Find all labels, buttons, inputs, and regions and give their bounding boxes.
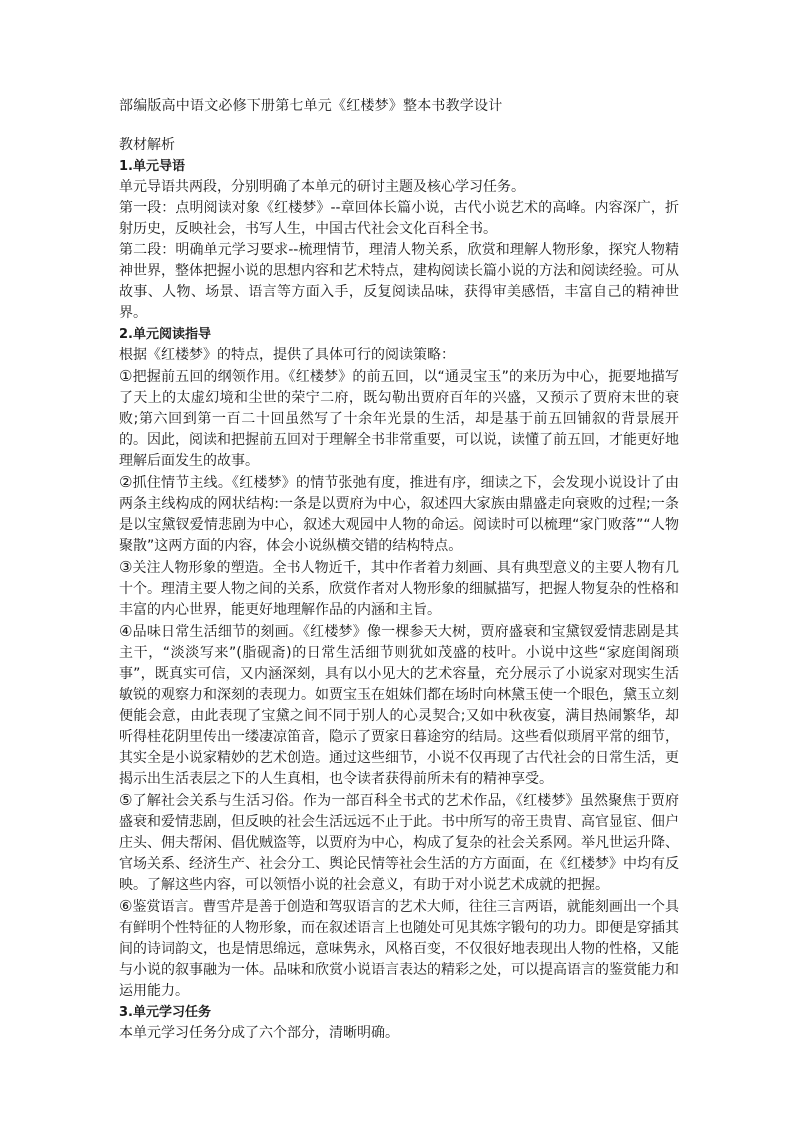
item-text: 了解社会关系与生活习俗。作为一部百科全书式的艺术作品，《红楼梦》虽然聚焦于贾府盛衰和爱情悲剧，但反映的社会生活远远不止于此。书中所写的帝王贵胄、高官显宦、佃户庄头、佣夫帮闲、倡优贼盗等，以贾府为中心，构成了复杂的社会关系网。举凡世运升降、官场关系、经济生产、社会分工、舆论民情等社会生活的方方面面，在《红楼梦》中均有反映。了解这些内容，可以领悟小说的社会意义，有助于对小说艺术成就的把握。 xyxy=(119,793,680,893)
item-text: 抓住情节主线。《红楼梦》的情节张弛有度，推进有序，细读之下，会发现小说设计了由两条主线构成的网状结构:一条是以贾府为中心，叙述四大家族由鼎盛走向衰败的过程;一条是以宝黛钗爱情悲剧为中心，叙述大观园中人物的命运。阅读时可以梳理“家门败落”“人物聚散”这两方面的内容，体会小说纵横交错的结构特点。 xyxy=(119,475,680,554)
unit-intro-paragraph: 单元导语共两段，分别明确了本单元的研讨主题及核心学习任务。 xyxy=(119,179,525,195)
item-text: 鉴赏语言。曹雪芹是善于创造和驾驭语言的艺术大师，往往三言两语，就能刻画出一个具有鲜明个性特征的人物形象，而在叙述语言上也随处可见其炼字锻句的功力。即便是穿插其间的诗词韵文，也是情思绵远，意味隽永，风格百变，不仅很好地表现出人物的性格，又能与小说的叙事融为一体。品味和欣赏小说语言表达的精彩之处，可以提高语言的鉴赏能力和运用能力。 xyxy=(119,899,679,999)
learning-tasks-text: 本单元学习任务分成了六个部分，清晰明确。 xyxy=(119,1025,399,1041)
section-title: 教材解析 xyxy=(119,137,175,153)
item-text: 品味日常生活细节的刻画。《红楼梦》像一棵参天大树，贾府盛衰和宝黛钗爱情悲剧是其主干，“淡淡写来”(脂砚斋)的日常生活细节则犹如茂盛的枝叶。小说中这些“家庭闺阁琐事”，既真实可信，又内涵深刻，具有以小见大的艺术容量，充分展示了小说家对现实生活敏锐的观察力和深刻的表现力。如贾宝玉在姐妹们都在场时向林黛玉使一个眼色，黛玉立刻便能会意，由此表现了宝黛之间不同于别人的心灵契合;又如中秋夜宴，满目热闹繁华，却听得桂花阴里传出一缕凄凉笛音，隐示了贾家日暮途穷的结局。这些看似琐屑平常的细节，其实全是小说家精妙的艺术创造。通过这些细节，小说不仅再现了古代社会的日常生活，更揭示出生活表层之下的人生真相，也令读者获得前所未有的精神享受。 xyxy=(119,624,680,787)
item-text: 把握前五回的纲领作用。《红楼梦》的前五回，以“通灵宝玉”的来历为中心，扼要地描写了天上的太虚幻境和尘世的荣宁二府，既勾勒出贾府百年的兴盛，又预示了贾府末世的衰败;第六回到第一百二十回虽然写了十余年光景的生活，却是基于前五回铺叙的背景展开的。因此，阅读和把握前五回对于理解全书非常重要，可以说，读懂了前五回，才能更好地理解后面发生的故事。 xyxy=(119,369,679,469)
reading-guide-intro: 根据《红楼梦》的特点，提供了具体可行的阅读策略： xyxy=(119,347,455,363)
document-body xyxy=(119,96,679,1044)
reading-strategy-item xyxy=(119,366,679,472)
unit-intro-paragraph: 第二段：明确单元学习要求--梳理情节，理清人物关系，欣赏和理解人物形象，探究人物精神世界，整体把握小说的思想内容和艺术特点，建构阅读长篇小说的方法和阅读经验。可从故事、人物、场景、语言等方面入手，反复阅读品味，获得审美感悟，丰富自己的精神世界。 xyxy=(119,242,679,321)
document-title: 部编版高中语文必修下册第七单元《红楼梦》整本书教学设计 xyxy=(119,98,503,114)
reading-strategy-item xyxy=(119,896,679,1002)
item-number: ⑥ xyxy=(119,897,133,915)
unit-intro-heading: 1.单元导语 xyxy=(119,159,185,174)
reading-guide-heading: 2.单元阅读指导 xyxy=(119,327,211,342)
item-number: ③ xyxy=(119,558,133,576)
reading-strategy-item xyxy=(119,790,679,896)
learning-tasks-heading: 3.单元学习任务 xyxy=(119,1005,211,1020)
unit-intro-paragraph: 第一段：点明阅读对象《红楼梦》--章回体长篇小说，古代小说艺术的高峰。内容深广，折射历史，反映社会，书写人生，中国古代社会文化百科全书。 xyxy=(119,200,679,237)
item-text: 关注人物形象的塑造。全书人物近千，其中作者着力刻画、具有典型意义的主要人物有几十个。理清主要人物之间的关系，欣赏作者对人物形象的细腻描写，把握人物复杂的性格和丰富的内心世界，能更好地理解作品的内涵和主旨。 xyxy=(119,560,679,618)
reading-strategy-item xyxy=(119,621,679,790)
item-number: ⑤ xyxy=(119,791,133,809)
item-number: ② xyxy=(119,473,133,491)
reading-strategy-item xyxy=(119,472,679,557)
item-number: ④ xyxy=(119,622,133,640)
reading-strategy-item xyxy=(119,557,679,621)
item-number: ① xyxy=(119,367,133,385)
